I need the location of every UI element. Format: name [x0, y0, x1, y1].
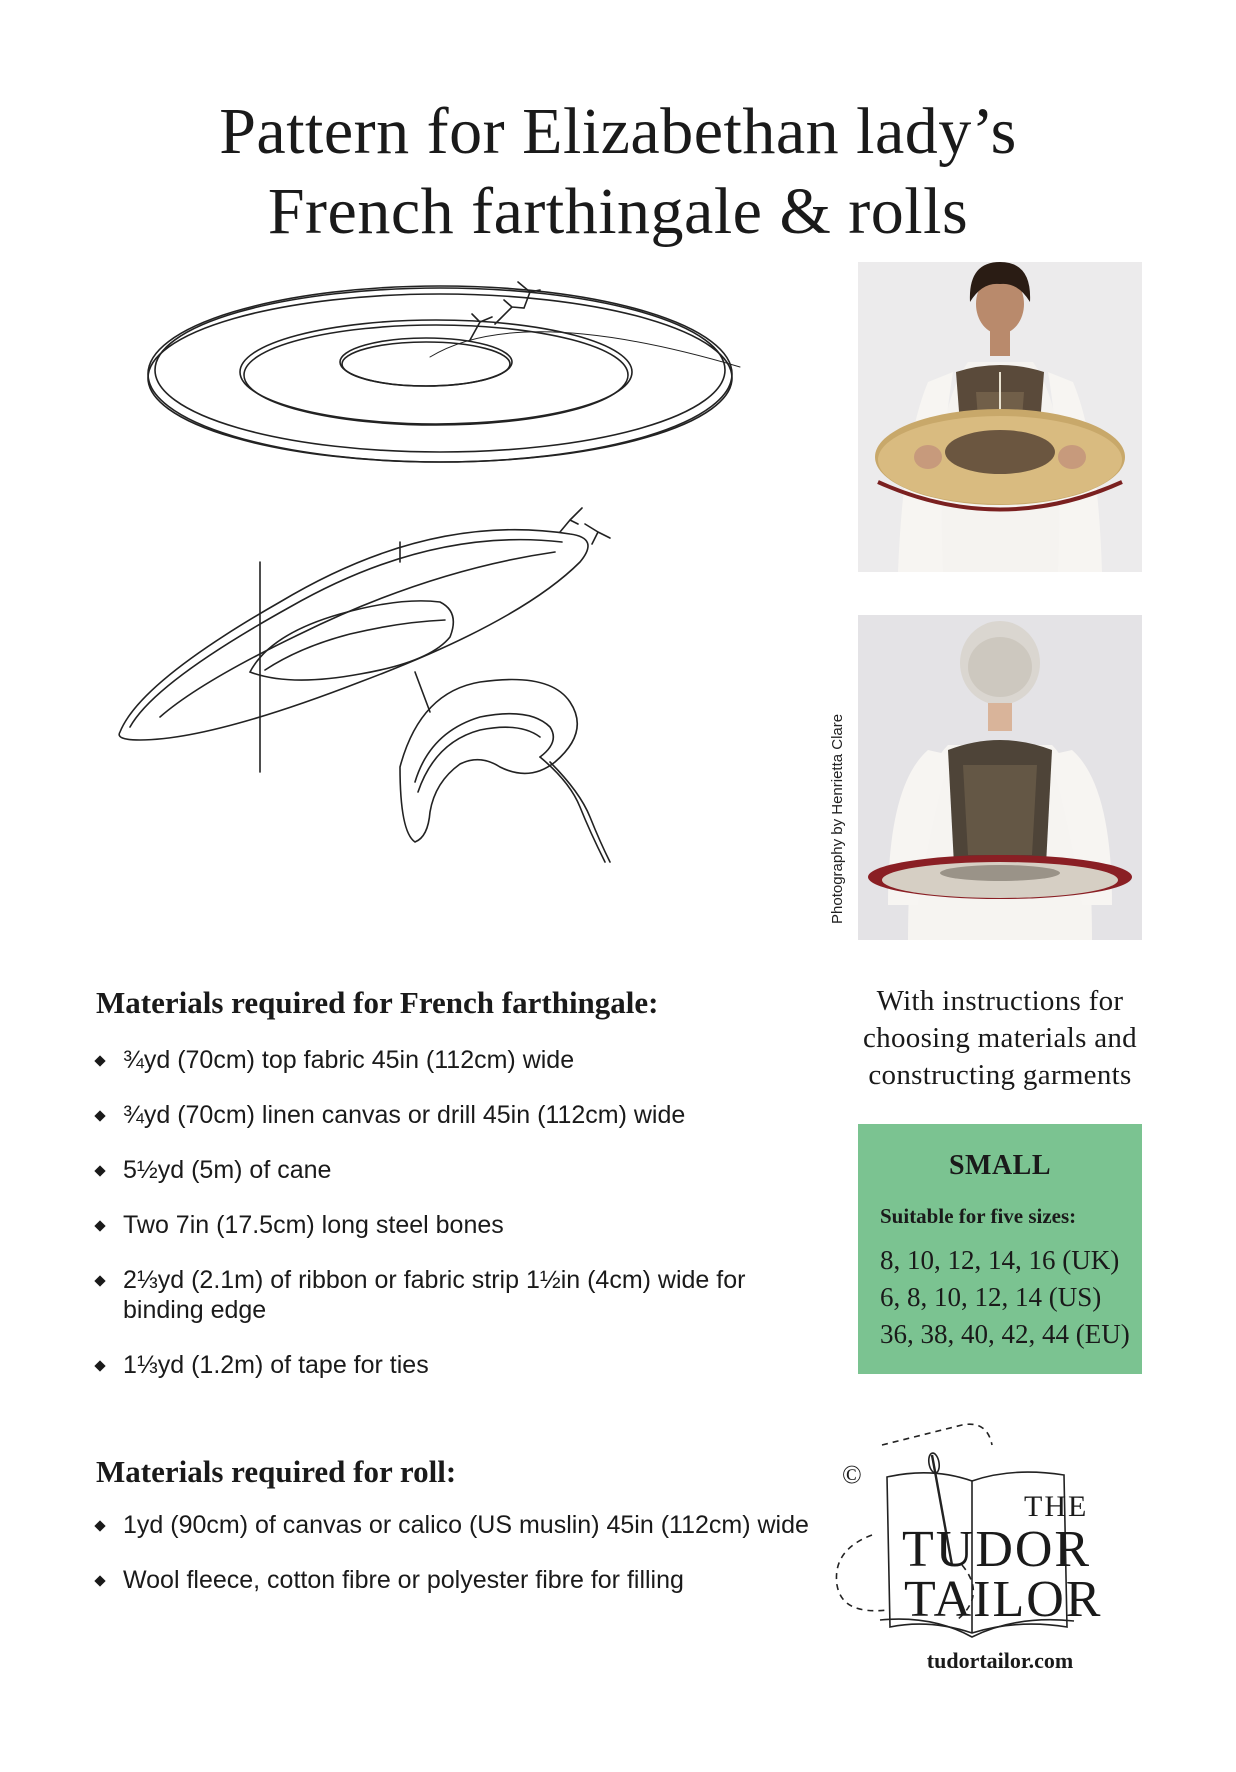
list-item [96, 1265, 816, 1325]
list-item-text: ¾yd (70cm) linen canvas or drill 45in (112cm) wide [123, 1101, 686, 1129]
size-box [858, 1124, 1142, 1374]
bullet-diamond-icon [94, 1520, 105, 1531]
front-view-photo [858, 262, 1142, 572]
instructions-line-1: With instructions for [876, 985, 1124, 1017]
size-uk: 8, 10, 12, 14, 16 (UK) [880, 1245, 1120, 1275]
list-item-text: Two 7in (17.5cm) long steel bones [123, 1211, 504, 1239]
photo-credit: Photography by Henrietta Clare [829, 713, 846, 924]
instructions-line-2: choosing materials and [863, 1022, 1137, 1054]
logo-tailor: TAILOR [904, 1571, 1103, 1628]
tudor-tailor-logo [812, 1415, 1112, 1645]
logo-wordmark [812, 1415, 1112, 1645]
size-eu: 36, 38, 40, 42, 44 (EU) [880, 1319, 1130, 1349]
title-line-2: French farthingale & rolls [267, 175, 969, 248]
copyright-symbol: © [842, 1460, 862, 1489]
logo-tudor: TUDOR [902, 1521, 1092, 1578]
bullet-diamond-icon [94, 1055, 105, 1066]
list-item [96, 1100, 816, 1130]
roll-materials-list [96, 1510, 816, 1620]
size-title: SMALL [948, 1150, 1052, 1181]
worn-farthingale-drawing [119, 508, 610, 772]
list-item [96, 1210, 816, 1240]
list-item-text: 1yd (90cm) of canvas or calico (US muslin) 45in (112cm) wide [123, 1511, 809, 1539]
bullet-diamond-icon [94, 1275, 105, 1286]
list-item-text: Wool fleece, cotton fibre or polyester fibre for filling [123, 1566, 684, 1594]
bullet-diamond-icon [94, 1220, 105, 1231]
page-title [0, 92, 1236, 252]
list-item-text: 1⅓yd (1.2m) of tape for ties [123, 1351, 429, 1379]
flat-farthingale-drawing [148, 282, 740, 462]
logo-the: THE [1024, 1490, 1089, 1523]
list-item [96, 1155, 816, 1185]
bullet-diamond-icon [94, 1110, 105, 1121]
bullet-diamond-icon [94, 1165, 105, 1176]
roll-materials-heading: Materials required for roll: [96, 1454, 457, 1489]
title-line-1: Pattern for Elizabethan lady’s [219, 95, 1017, 168]
farthingale-sketches [100, 262, 760, 962]
size-us: 6, 8, 10, 12, 14 (US) [880, 1282, 1102, 1312]
roll-drawing [400, 680, 610, 863]
farthingale-materials-list [96, 1045, 816, 1405]
list-item [96, 1045, 816, 1075]
farthingale-materials-heading: Materials required for French farthingale: [96, 985, 659, 1020]
list-item-text: ¾yd (70cm) top fabric 45in (112cm) wide [123, 1046, 575, 1074]
list-item [96, 1510, 816, 1540]
instructions-line-3: constructing garments [868, 1059, 1132, 1091]
list-item-text: 5½yd (5m) of cane [123, 1156, 332, 1184]
instructions-note [845, 983, 1155, 1094]
bullet-diamond-icon [94, 1575, 105, 1586]
list-item [96, 1350, 816, 1380]
size-list [880, 1242, 1130, 1353]
back-view-photo [858, 615, 1142, 940]
size-subtitle: Suitable for five sizes: [880, 1204, 1077, 1228]
list-item-text: 2⅓yd (2.1m) of ribbon or fabric strip 1½in (4cm) wide for binding edge [123, 1266, 746, 1324]
website-url: tudortailor.com [926, 1648, 1074, 1673]
bullet-diamond-icon [94, 1360, 105, 1371]
list-item [96, 1565, 816, 1595]
